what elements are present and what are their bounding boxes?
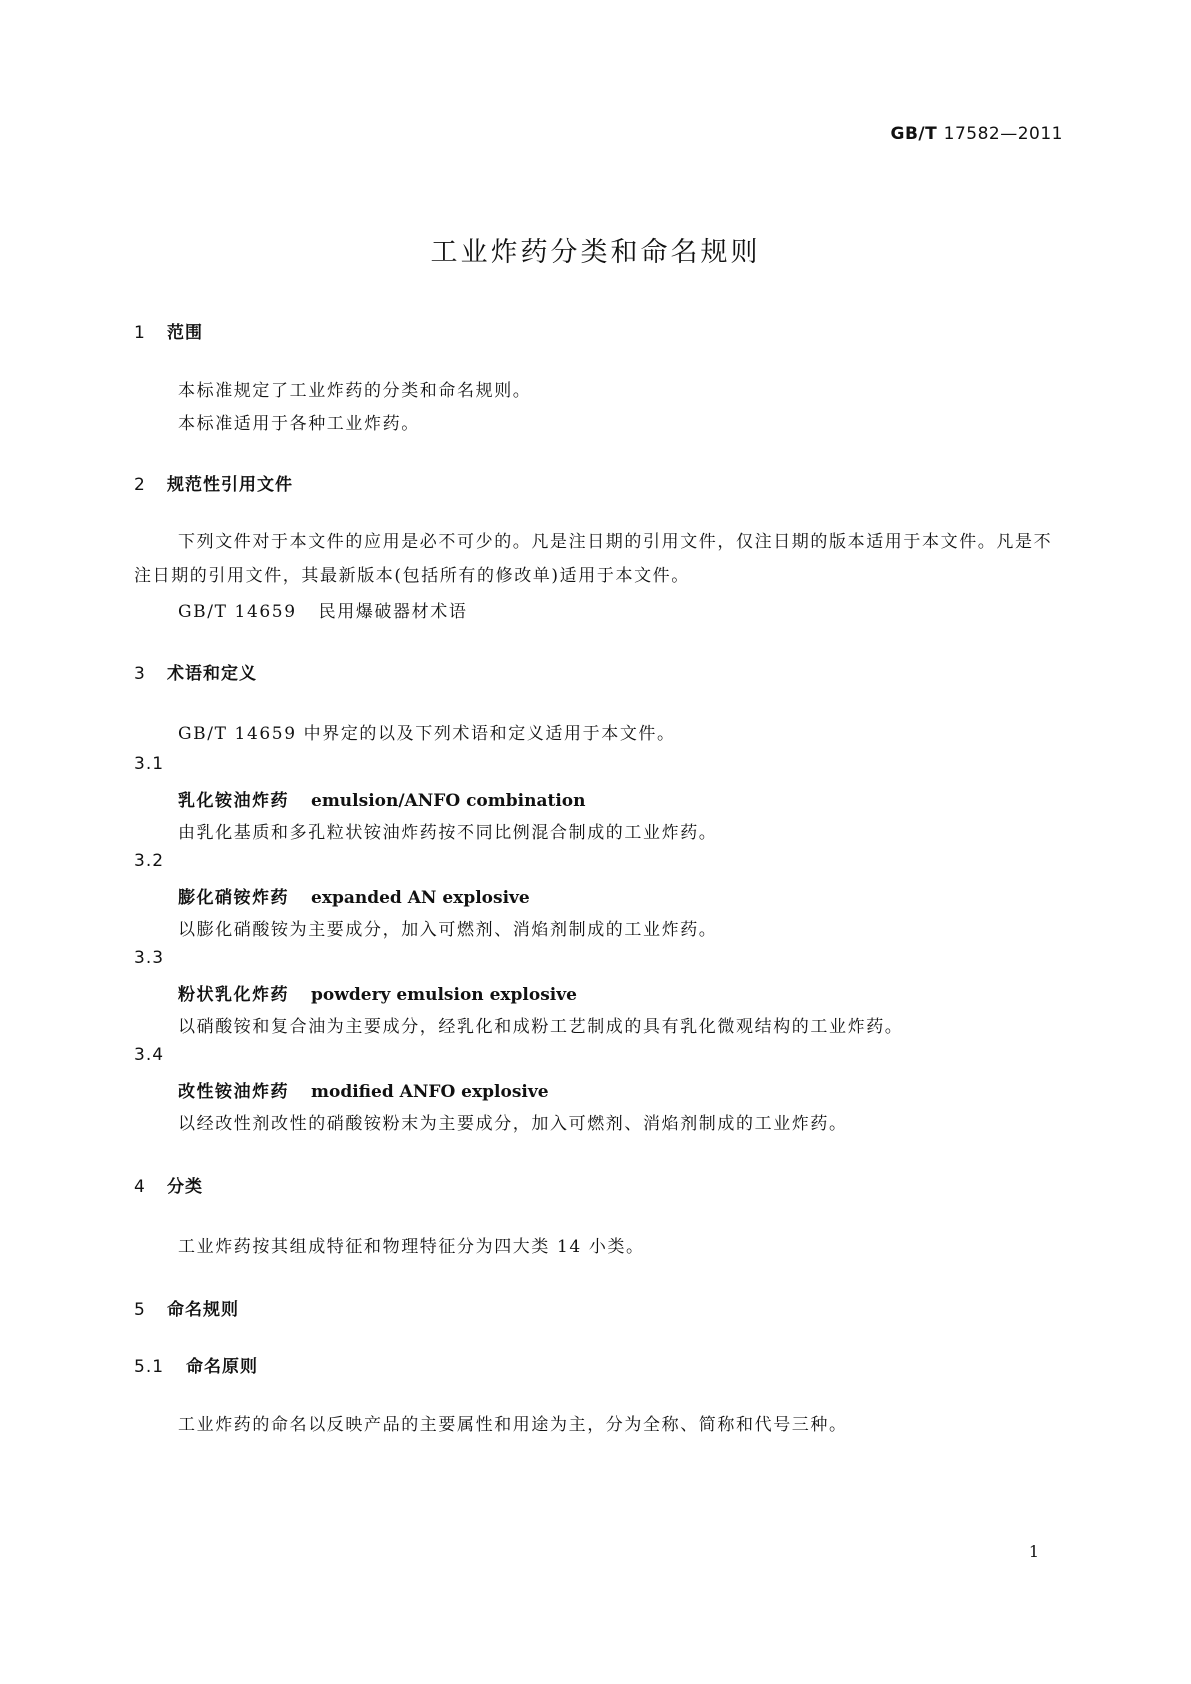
document-title: 工业炸药分类和命名规则 [430,237,761,268]
term-name-zh: 改性铵油炸药 [178,1082,289,1102]
section-title: 规范性引用文件 [167,475,293,495]
section-5-heading [134,1295,239,1320]
paragraph: GB/T 14659 中界定的以及下列术语和定义适用于本文件。 [178,724,676,744]
term-name [178,1077,549,1102]
paragraph: 本标准规定了工业炸药的分类和命名规则。 [178,381,532,401]
term-number: 3.3 [134,948,165,968]
standard-prefix: GB/T [890,124,938,144]
section-2-heading [134,470,293,495]
section-title: 命名原则 [186,1357,258,1377]
paragraph: 工业炸药的命名以反映产品的主要属性和用途为主，分为全称、简称和代号三种。 [178,1415,848,1435]
term-number: 3.2 [134,851,165,871]
section-3-heading [134,659,257,684]
term-name-en: expanded AN explosive [311,888,530,908]
term-name-en: powdery emulsion explosive [311,985,577,1005]
normative-reference [178,597,467,622]
term-name [178,980,577,1005]
paragraph: 本标准适用于各种工业炸药。 [178,414,420,434]
section-1-heading [134,318,203,343]
term-definition: 由乳化基质和多孔粒状铵油炸药按不同比例混合制成的工业炸药。 [178,823,718,843]
section-title: 命名规则 [167,1300,239,1320]
term-definition: 以膨化硝酸铵为主要成分，加入可燃剂、消焰剂制成的工业炸药。 [178,920,718,940]
paragraph: 工业炸药按其组成特征和物理特征分为四大类 14 小类。 [178,1237,645,1257]
term-definition: 以经改性剂改性的硝酸铵粉末为主要成分，加入可燃剂、消焰剂制成的工业炸药。 [178,1114,848,1134]
paragraph: 下列文件对于本文件的应用是必不可少的。凡是注日期的引用文件，仅注日期的版本适用于本文件。凡是不注日期的引用文件，其最新版本(包括所有的修改单)适用于本文件。 [134,532,1053,586]
section-title: 术语和定义 [167,664,257,684]
section-number: 1 [134,323,146,343]
term-name-en: emulsion/ANFO combination [311,791,586,811]
term-name-zh: 乳化铵油炸药 [178,791,289,811]
reference-title: 民用爆破器材术语 [318,602,468,622]
term-name [178,883,530,908]
section-number: 3 [134,664,146,684]
term-definition: 以硝酸铵和复合油为主要成分，经乳化和成粉工艺制成的具有乳化微观结构的工业炸药。 [178,1017,904,1037]
section-title: 范围 [167,323,203,343]
term-name-en: modified ANFO explosive [311,1082,549,1102]
section-number: 5 [134,1300,146,1320]
page-number: 1 [1028,1542,1039,1561]
term-number: 3.1 [134,754,165,774]
subsection-5-1-heading [134,1352,258,1377]
term-number: 3.4 [134,1045,165,1065]
standard-number: 17582—2011 [943,124,1063,144]
section-4-heading [134,1172,203,1197]
term-name [178,786,586,811]
section-number: 2 [134,475,146,495]
section-number: 5.1 [134,1357,165,1377]
term-name-zh: 膨化硝铵炸药 [178,888,289,908]
standard-code [891,124,1063,144]
term-name-zh: 粉状乳化炸药 [178,985,289,1005]
section-number: 4 [134,1177,146,1197]
reference-code: GB/T 14659 [178,602,297,622]
section-title: 分类 [167,1177,203,1197]
